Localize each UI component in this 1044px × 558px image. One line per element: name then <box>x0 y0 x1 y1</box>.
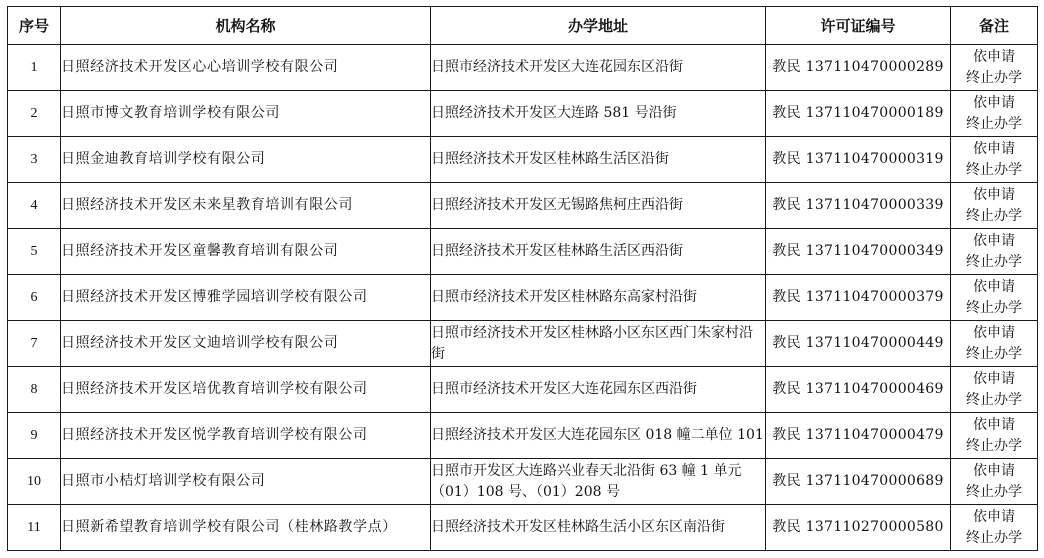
note-line-2: 终止办学 <box>966 207 1022 224</box>
table-row <box>8 505 1038 551</box>
note-cell <box>951 367 1038 413</box>
note-line-2: 终止办学 <box>966 253 1022 270</box>
row-index: 1 <box>8 45 61 91</box>
school-address: 日照市经济技术开发区桂林路小区东区西门朱家村沿街 <box>431 321 766 367</box>
row-index: 3 <box>8 137 61 183</box>
note-cell <box>951 91 1038 137</box>
note-cell <box>951 137 1038 183</box>
table-row <box>8 321 1038 367</box>
note-line-2: 终止办学 <box>966 299 1022 316</box>
note-line-2: 终止办学 <box>966 391 1022 408</box>
note-line-1: 依申请 <box>973 140 1015 157</box>
row-index: 8 <box>8 367 61 413</box>
license-number: 教民 137110470000379 <box>766 275 951 321</box>
license-number: 教民 137110270000580 <box>766 505 951 551</box>
license-number: 教民 137110470000689 <box>766 459 951 505</box>
license-number: 教民 137110470000479 <box>766 413 951 459</box>
table-header <box>8 7 1038 45</box>
note-cell <box>951 505 1038 551</box>
note-line-1: 依申请 <box>973 94 1015 111</box>
note-cell <box>951 459 1038 505</box>
note-line-1: 依申请 <box>973 278 1015 295</box>
table-row <box>8 229 1038 275</box>
note-cell <box>951 321 1038 367</box>
note-line-1: 依申请 <box>973 416 1015 433</box>
note-line-2: 终止办学 <box>966 437 1022 454</box>
institution-name: 日照经济技术开发区未来星教育培训有限公司 <box>61 183 431 229</box>
license-number: 教民 137110470000449 <box>766 321 951 367</box>
table-row <box>8 137 1038 183</box>
school-address: 日照市开发区大连路兴业春天北沿街 63 幢 1 单元（01）108 号、（01）208 号 <box>431 459 766 505</box>
license-number: 教民 137110470000289 <box>766 45 951 91</box>
note-cell <box>951 45 1038 91</box>
note-line-1: 依申请 <box>973 370 1015 387</box>
note-cell <box>951 183 1038 229</box>
row-index: 4 <box>8 183 61 229</box>
note-line-2: 终止办学 <box>966 483 1022 500</box>
institution-name: 日照经济技术开发区心心培训学校有限公司 <box>61 45 431 91</box>
license-number: 教民 137110470000469 <box>766 367 951 413</box>
institution-table <box>7 6 1038 551</box>
school-address: 日照经济技术开发区桂林路生活小区东区南沿街 <box>431 505 766 551</box>
note-line-1: 依申请 <box>973 48 1015 65</box>
note-cell <box>951 413 1038 459</box>
institution-name: 日照经济技术开发区悦学教育培训学校有限公司 <box>61 413 431 459</box>
note-line-2: 终止办学 <box>966 161 1022 178</box>
license-number: 教民 137110470000339 <box>766 183 951 229</box>
school-address: 日照经济技术开发区桂林路生活区沿街 <box>431 137 766 183</box>
note-line-2: 终止办学 <box>966 529 1022 546</box>
table-body <box>8 45 1038 551</box>
note-cell <box>951 275 1038 321</box>
row-index: 10 <box>8 459 61 505</box>
row-index: 9 <box>8 413 61 459</box>
row-index: 6 <box>8 275 61 321</box>
school-address: 日照市经济技术开发区大连花园东区西沿街 <box>431 367 766 413</box>
school-address: 日照经济技术开发区大连花园东区 018 幢二单位 101 <box>431 413 766 459</box>
row-index: 11 <box>8 505 61 551</box>
institution-name: 日照经济技术开发区博雅学园培训学校有限公司 <box>61 275 431 321</box>
table-row <box>8 91 1038 137</box>
row-index: 2 <box>8 91 61 137</box>
institution-name: 日照经济技术开发区童馨教育培训有限公司 <box>61 229 431 275</box>
note-line-1: 依申请 <box>973 324 1015 341</box>
school-address: 日照经济技术开发区无锡路焦柯庄西沿街 <box>431 183 766 229</box>
note-line-2: 终止办学 <box>966 115 1022 132</box>
note-line-1: 依申请 <box>973 508 1015 525</box>
note-line-1: 依申请 <box>973 462 1015 479</box>
institution-name: 日照市小桔灯培训学校有限公司 <box>61 459 431 505</box>
header-license-number: 许可证编号 <box>766 7 951 45</box>
row-index: 5 <box>8 229 61 275</box>
note-line-1: 依申请 <box>973 186 1015 203</box>
header-note: 备注 <box>951 7 1038 45</box>
table-row <box>8 45 1038 91</box>
row-index: 7 <box>8 321 61 367</box>
table-row <box>8 275 1038 321</box>
header-institution-name: 机构名称 <box>61 7 431 45</box>
institution-name: 日照新希望教育培训学校有限公司（桂林路教学点） <box>61 505 431 551</box>
note-line-1: 依申请 <box>973 232 1015 249</box>
license-number: 教民 137110470000349 <box>766 229 951 275</box>
table-row <box>8 367 1038 413</box>
note-line-2: 终止办学 <box>966 345 1022 362</box>
note-cell <box>951 229 1038 275</box>
institution-name: 日照金迪教育培训学校有限公司 <box>61 137 431 183</box>
header-index: 序号 <box>8 7 61 45</box>
institution-name: 日照市博文教育培训学校有限公司 <box>61 91 431 137</box>
institution-name: 日照经济技术开发区文迪培训学校有限公司 <box>61 321 431 367</box>
table-row <box>8 459 1038 505</box>
school-address: 日照市经济技术开发区大连花园东区沿街 <box>431 45 766 91</box>
license-number: 教民 137110470000319 <box>766 137 951 183</box>
school-address: 日照经济技术开发区桂林路生活区西沿街 <box>431 229 766 275</box>
header-row <box>8 7 1038 45</box>
school-address: 日照经济技术开发区大连路 581 号沿街 <box>431 91 766 137</box>
institution-name: 日照经济技术开发区培优教育培训学校有限公司 <box>61 367 431 413</box>
license-number: 教民 137110470000189 <box>766 91 951 137</box>
header-school-address: 办学地址 <box>431 7 766 45</box>
note-line-2: 终止办学 <box>966 69 1022 86</box>
table-row <box>8 183 1038 229</box>
table-row <box>8 413 1038 459</box>
school-address: 日照市经济技术开发区桂林路东高家村沿街 <box>431 275 766 321</box>
